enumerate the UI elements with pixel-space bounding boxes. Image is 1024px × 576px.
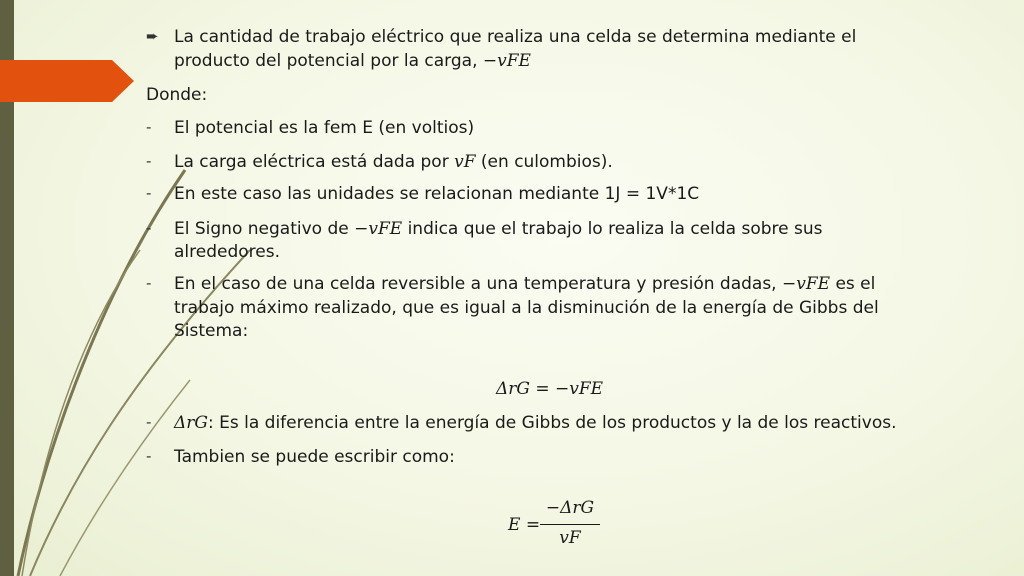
item-5 (174, 273, 875, 296)
item-4-math: −vFE (354, 219, 403, 239)
intro-math: −vFE (482, 51, 531, 71)
intro-line-2-text: producto del potencial por la carga, (174, 51, 483, 71)
equation-1: ΔrG = −vFE (496, 379, 604, 399)
equation-2-lhs: E = (508, 515, 541, 535)
equation-2-denominator: vF (559, 528, 581, 548)
dash-bullet: - (146, 447, 152, 465)
item-5-math: −vFE (782, 274, 831, 294)
item-2-pre: La carga eléctrica está dada por (174, 152, 455, 172)
item-1: El potencial es la fem E (en voltios) (174, 118, 475, 138)
item-2 (174, 151, 613, 174)
item-2-math: vF (454, 152, 476, 172)
item-2-post: (en culombios). (475, 152, 613, 172)
arrow-bullet-icon: ➨ (146, 27, 159, 45)
item-4-post: indica que el trabajo lo realiza la celda sobre sus (402, 219, 823, 239)
item-5-line-3: Sistema: (174, 321, 249, 341)
item-6-post: : Es la diferencia entre la energía de Gibbs de los productos y la de los reactivos. (207, 413, 897, 433)
donde-label: Donde: (146, 85, 208, 105)
item-5-line-2: trabajo máximo realizado, que es igual a la disminución de la energía de Gibbs del (174, 298, 879, 318)
item-3: En este caso las unidades se relacionan mediante 1J = 1V*1C (174, 184, 700, 204)
dash-bullet: - (146, 219, 152, 237)
dash-bullet: - (146, 184, 152, 202)
equation-2-numerator: −ΔrG (545, 498, 595, 518)
item-4-line-2: alrededores. (174, 242, 280, 262)
item-7: Tambien se puede escribir como: (174, 447, 455, 467)
item-5-pre: En el caso de una celda reversible a una temperatura y presión dadas, (174, 274, 782, 294)
intro-line-2 (174, 50, 531, 73)
item-6 (174, 412, 896, 435)
dash-bullet: - (146, 118, 152, 136)
item-5-post: es el (830, 274, 876, 294)
intro-line-1: La cantidad de trabajo eléctrico que realiza una celda se determina mediante el (174, 27, 857, 47)
slide-content (146, 0, 1016, 576)
fraction-bar (540, 524, 600, 525)
item-4-pre: El Signo negativo de (174, 219, 355, 239)
item-4 (174, 218, 823, 241)
dash-bullet: - (146, 274, 152, 292)
dash-bullet: - (146, 152, 152, 170)
dash-bullet: - (146, 413, 152, 431)
item-6-math: ΔrG (174, 413, 208, 433)
